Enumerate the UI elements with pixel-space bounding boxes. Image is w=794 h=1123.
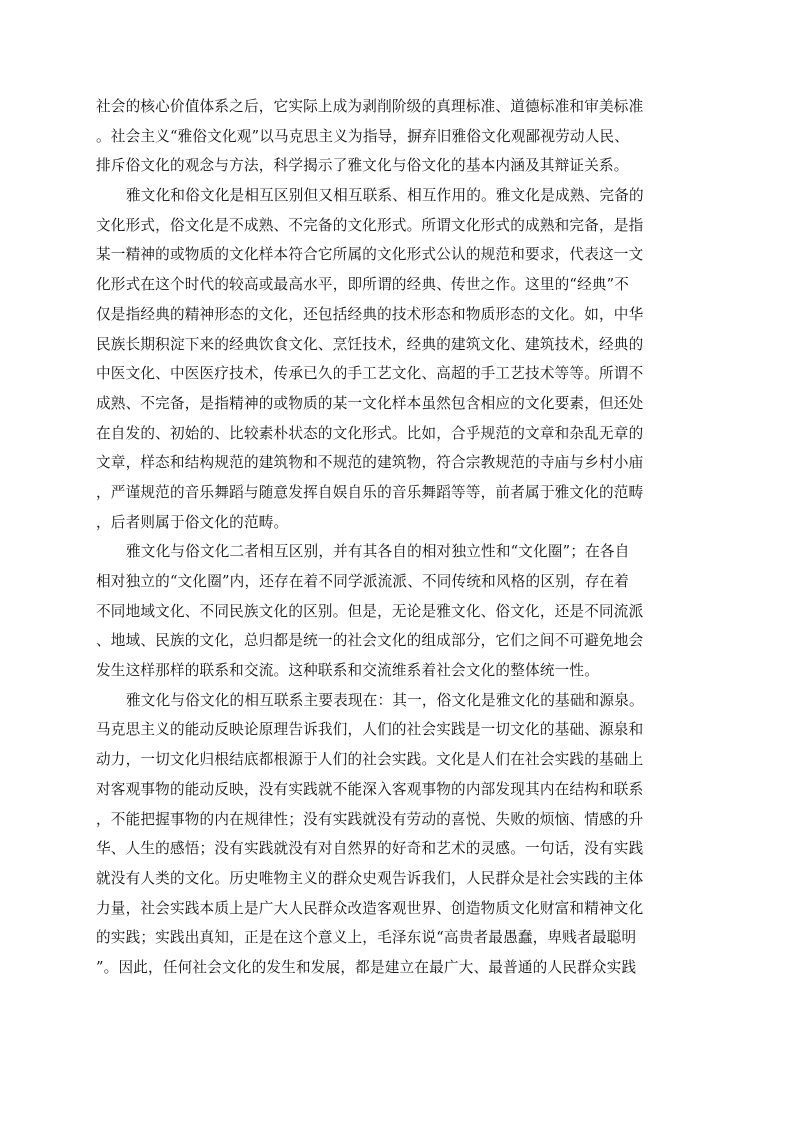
text-line: 不同地域文化、不同民族文化的区别。但是，无论是雅文化、俗文化，还是不同流派 (96, 602, 644, 620)
paragraph-first-line: 雅文化与俗文化的相互联系主要表现在：其一，俗文化是雅文化的基础和源泉。 (126, 691, 644, 709)
text-line: 文化形式，俗文化是不成熟、不完备的文化形式。所谓文化形式的成熟和完备，是指 (96, 216, 644, 234)
text-line: 社会的核心价值体系之后，它实际上成为剥削阶级的真理标准、道德标准和审美标准 (96, 98, 644, 115)
paragraph-first-line: 雅文化和俗文化是相互区别但又相互联系、相互作用的。雅文化是成熟、完备的 (126, 187, 644, 205)
text-line: 某一精神的或物质的文化样本符合它所属的文化形式公认的规范和要求，代表这一文 (96, 246, 644, 264)
text-line: 。社会主义“雅俗文化观”以马克思主义为指导，摒弃旧雅俗文化观鄙视劳动人民、 (96, 127, 630, 145)
text-line: 力量，社会实践本质上是广大人民群众改造客观世界、创造物质文化财富和精神文化 (96, 899, 644, 917)
text-line: 化形式在这个时代的较高或最高水平，即所谓的经典、传世之作。这里的“经典”不 (96, 276, 630, 294)
text-line: 发生这样那样的联系和交流。这种联系和交流维系着社会文化的整体统一性。 (96, 662, 599, 680)
body-text (96, 92, 696, 983)
text-line: 的实践；实践出真知，正是在这个意义上，毛泽东说“高贵者最愚蠢，卑贱者最聪明 (96, 929, 637, 947)
text-line: ，不能把握事物的内在规律性；没有实践就没有劳动的喜悦、失败的烦恼、情感的升 (96, 810, 644, 828)
text-line: ”。因此，任何社会文化的发生和发展，都是建立在最广大、最普通的人民群众实践 (96, 958, 637, 976)
paragraph-first-line: 雅文化与俗文化二者相互区别，并有其各自的相对独立性和“文化圈”；在各自 (126, 543, 630, 561)
text-line: 中医文化、中医医疗技术，传承已久的手工艺文化、高超的手工艺技术等等。所谓不 (96, 365, 644, 383)
text-line: 文章，样态和结构规范的建筑物和不规范的建筑物，符合宗教规范的寺庙与乡村小庙 (96, 454, 644, 472)
text-line: 民族长期积淀下来的经典饮食文化、烹饪技术，经典的建筑文化、建筑技术，经典的 (96, 335, 644, 353)
text-line: 在自发的、初始的、比较素朴状态的文化形式。比如，合乎规范的文章和杂乱无章的 (96, 424, 644, 442)
text-line: 对客观事物的能动反映，没有实践就不能深入客观事物的内部发现其内在结构和联系 (96, 780, 644, 798)
text-line: 排斥俗文化的观念与方法，科学揭示了雅文化与俗文化的基本内涵及其辩证关系。 (96, 157, 629, 175)
text-line: ，严谨规范的音乐舞蹈与随意发挥自娱自乐的音乐舞蹈等等，前者属于雅文化的范畴 (96, 483, 644, 501)
text-line: 、地域、民族的文化，总归都是统一的社会文化的组成部分，它们之间不可避免地会 (96, 632, 644, 650)
text-line: 马克思主义的能动反映论原理告诉我们，人们的社会实践是一切文化的基础、源泉和 (96, 721, 644, 739)
text-line: ，后者则属于俗文化的范畴。 (96, 513, 289, 531)
text-line: 相对独立的“文化圈”内，还存在着不同学派流派、不同传统和风格的区别，存在着 (96, 573, 630, 590)
text-line: 成熟、不完备，是指精神的或物质的某一文化样本虽然包含相应的文化要素，但还处 (96, 394, 644, 412)
text-line: 就没有人类的文化。历史唯物主义的群众史观告诉我们，人民群众是社会实践的主体 (96, 869, 644, 887)
text-line: 动力，一切文化归根结底都根源于人们的社会实践。文化是人们在社会实践的基础上 (96, 751, 644, 769)
text-line: 华、人生的感悟；没有实践就没有对自然界的好奇和艺术的灵感。一句话，没有实践 (96, 840, 644, 858)
text-line: 仅是指经典的精神形态的文化，还包括经典的技术形态和物质形态的文化。如，中华 (96, 305, 644, 323)
